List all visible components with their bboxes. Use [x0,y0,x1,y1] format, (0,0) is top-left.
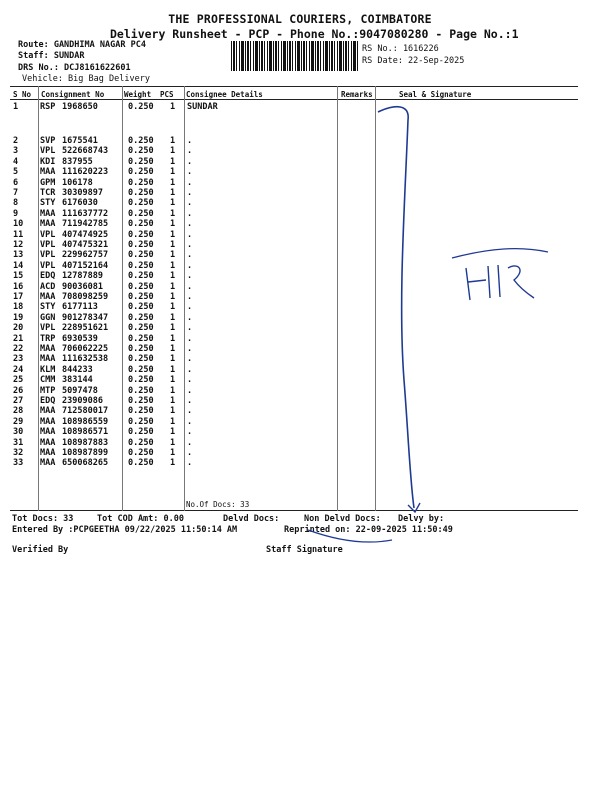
row-consignee: . [187,354,193,365]
row-consignment-prefix: GGN [40,312,56,323]
table-row [10,137,578,146]
row-sno: 27 [13,396,24,406]
row-consignment-number: 706062225 [62,344,109,354]
col-sno: S No [13,90,32,99]
table-row [10,179,578,188]
row-pcs: 1 [170,292,176,302]
row-weight: 0.250 [128,427,154,438]
row-consignee: . [187,385,193,396]
row-sno: 3 [13,146,19,157]
row-weight: 0.250 [128,406,154,417]
row-pcs: 1 [170,219,176,230]
table-row [10,283,578,292]
row-consignment-prefix: MAA [40,354,56,365]
row-weight: 0.250 [128,323,154,334]
row-sno: 17 [13,292,24,302]
non-delivered-docs: Non Delvd Docs: [304,514,381,524]
row-sno: 10 [13,219,24,230]
table-row [10,293,578,302]
row-pcs: 1 [170,375,176,386]
row-weight: 0.250 [128,250,154,261]
table-row [10,241,578,250]
row-consignment-prefix: MAA [40,416,56,427]
row-pcs: 1 [170,271,176,282]
total-docs: Tot Docs: 33 [12,514,74,524]
row-sno: 6 [13,177,19,188]
row-consignment-number: 712580017 [62,406,109,417]
row-consignment-number: 111620223 [62,167,109,178]
staff-signature-label: Staff Signature [266,545,343,555]
row-sno: 19 [13,312,24,323]
table-row [10,376,578,385]
row-consignment-prefix: MAA [40,458,56,469]
row-pcs: 1 [170,427,176,438]
table-row [10,355,578,364]
row-consignment-number: 6177113 [62,302,98,313]
row-weight: 0.250 [128,292,154,302]
row-consignee: . [187,416,193,427]
row-consignment-prefix: MAA [40,292,56,302]
vehicle-label: Vehicle: Big Bag Delivery [22,74,150,84]
row-consignment-prefix: STY [40,198,56,209]
row-consignment-prefix: MAA [40,406,56,417]
table-row [10,199,578,208]
table-row [10,158,578,167]
row-weight: 0.250 [128,364,154,375]
row-sno: 29 [13,416,24,427]
row-consignment-prefix: STY [40,302,56,313]
row-consignment-number: 108987883 [62,437,109,448]
row-pcs: 1 [170,240,176,250]
row-pcs: 1 [170,364,176,375]
row-pcs: 1 [170,437,176,448]
row-consignment-prefix: MAA [40,448,56,458]
row-consignee: . [187,198,193,209]
row-consignee: . [187,292,193,302]
row-consignment-number: 711942785 [62,219,109,230]
row-weight: 0.250 [128,208,154,219]
table-row [10,210,578,219]
row-weight: 0.250 [128,271,154,282]
row-sno: 16 [13,281,24,292]
row-weight: 0.250 [128,396,154,406]
row-consignment-number: 708098259 [62,292,109,302]
row-consignment-prefix: MAA [40,219,56,230]
table-row [10,231,578,240]
row-pcs: 1 [170,416,176,427]
row-pcs: 1 [170,188,176,198]
barcode [231,41,359,71]
row-weight: 0.250 [128,188,154,198]
row-weight: 0.250 [128,198,154,209]
row-weight: 0.250 [128,437,154,448]
row-consignee: . [187,344,193,354]
row-weight: 0.250 [128,302,154,313]
delivered-docs: Delvd Docs: [223,514,280,524]
row-consignment-prefix: SVP [40,136,56,146]
row-weight: 0.250 [128,416,154,427]
table-row [10,387,578,396]
row-consignment-number: 6176030 [62,198,98,209]
row-consignment-number: 407152164 [62,260,109,271]
row-weight: 0.250 [128,344,154,354]
row-consignee: . [187,375,193,386]
row-consignee: . [187,437,193,448]
col-weight: Weight [124,90,152,99]
row-sno: 7 [13,188,19,198]
runsheet-table [10,86,578,511]
row-sno: 24 [13,364,24,375]
table-row [10,251,578,260]
row-sno: 4 [13,156,19,167]
staff-label: Staff: SUNDAR [18,51,85,61]
row-sno: 1 [13,102,19,112]
row-weight: 0.250 [128,281,154,292]
col-remarks: Remarks [341,90,373,99]
row-consignee: SUNDAR [187,102,218,112]
row-consignee: . [187,250,193,261]
verified-by: Verified By [12,545,69,555]
row-consignment-prefix: VPL [40,240,56,250]
row-weight: 0.250 [128,177,154,188]
row-consignment-prefix: VPL [40,229,56,240]
row-consignee: . [187,302,193,313]
row-consignee: . [187,177,193,188]
row-consignee: . [187,136,193,146]
col-seal-signature: Seal & Signature [399,90,472,99]
table-row [10,147,578,156]
row-consignment-prefix: MTP [40,385,56,396]
row-weight: 0.250 [128,458,154,469]
row-sno: 21 [13,333,24,344]
row-consignment-number: 111637772 [62,208,109,219]
row-consignment-prefix: TCR [40,188,56,198]
table-row [10,459,578,468]
row-weight: 0.250 [128,260,154,271]
row-consignment-number: 108986571 [62,427,109,438]
route-label: Route: GANDHIMA NAGAR PC4 [18,40,146,50]
row-sno: 26 [13,385,24,396]
col-consignment: Consignment No [41,90,105,99]
row-pcs: 1 [170,177,176,188]
row-pcs: 1 [170,406,176,417]
table-row [10,449,578,458]
row-weight: 0.250 [128,167,154,178]
row-consignment-number: 1968650 [62,102,98,112]
drs-number: DRS No.: DCJ8161622601 [18,63,131,73]
row-sno: 2 [13,136,19,146]
row-sno: 8 [13,198,19,209]
row-pcs: 1 [170,136,176,146]
row-consignment-prefix: VPL [40,250,56,261]
row-pcs: 1 [170,281,176,292]
row-weight: 0.250 [128,229,154,240]
row-pcs: 1 [170,156,176,167]
table-row [10,220,578,229]
row-consignment-prefix: MAA [40,344,56,354]
table-row [10,103,578,112]
row-sno: 30 [13,427,24,438]
company-name: THE PROFESSIONAL COURIERS, COIMBATORE [168,12,432,26]
row-weight: 0.250 [128,136,154,146]
row-consignee: . [187,281,193,292]
row-sno: 18 [13,302,24,313]
row-pcs: 1 [170,323,176,334]
row-consignee: . [187,167,193,178]
table-row [10,314,578,323]
row-consignment-prefix: VPL [40,260,56,271]
row-pcs: 1 [170,354,176,365]
row-weight: 0.250 [128,375,154,386]
row-sno: 9 [13,208,19,219]
row-consignee: . [187,240,193,250]
table-row [10,324,578,333]
delivery-by: Delvy by: [398,514,445,524]
table-row [10,189,578,198]
row-weight: 0.250 [128,240,154,250]
row-consignee: . [187,146,193,157]
entered-by: Entered By :PCPGEETHA 09/22/2025 11:50:14 AM [12,525,238,535]
row-weight: 0.250 [128,385,154,396]
table-row [10,272,578,281]
row-consignment-prefix: RSP [40,102,56,112]
row-weight: 0.250 [128,312,154,323]
table-row [10,397,578,406]
row-sno: 20 [13,323,24,334]
row-sno: 12 [13,240,24,250]
row-consignment-number: 5097478 [62,385,98,396]
row-consignee: . [187,312,193,323]
row-consignment-prefix: EDQ [40,271,56,282]
row-sno: 15 [13,271,24,282]
row-sno: 28 [13,406,24,417]
row-consignment-number: 111632538 [62,354,109,365]
table-row [10,168,578,177]
row-sno: 14 [13,260,24,271]
row-consignment-prefix: EDQ [40,396,56,406]
row-consignee: . [187,156,193,167]
row-sno: 32 [13,448,24,458]
row-consignee: . [187,219,193,230]
row-consignment-number: 229962757 [62,250,109,261]
row-consignment-prefix: MAA [40,427,56,438]
table-row [10,428,578,437]
table-row [10,418,578,427]
table-row [10,345,578,354]
row-consignment-prefix: CMM [40,375,56,386]
table-row [10,262,578,271]
row-consignment-number: 844233 [62,364,93,375]
row-pcs: 1 [170,198,176,209]
row-consignee: . [187,406,193,417]
table-row [10,407,578,416]
row-pcs: 1 [170,167,176,178]
row-pcs: 1 [170,344,176,354]
row-consignment-number: 1675541 [62,136,98,146]
row-sno: 22 [13,344,24,354]
row-consignment-prefix: TRP [40,333,56,344]
row-sno: 31 [13,437,24,448]
row-consignment-number: 30309897 [62,188,103,198]
row-sno: 33 [13,458,24,469]
row-pcs: 1 [170,229,176,240]
row-consignee: . [187,396,193,406]
row-consignment-number: 383144 [62,375,93,386]
row-consignment-number: 522668743 [62,146,109,157]
row-weight: 0.250 [128,448,154,458]
row-consignment-prefix: VPL [40,323,56,334]
row-consignee: . [187,427,193,438]
row-consignment-prefix: MAA [40,167,56,178]
row-consignment-number: 90036081 [62,281,103,292]
row-consignment-number: 108986559 [62,416,109,427]
row-consignment-prefix: VPL [40,146,56,157]
total-cod-amount: Tot COD Amt: 0.00 [97,514,184,524]
row-weight: 0.250 [128,333,154,344]
col-pcs: PCS [160,90,174,99]
row-weight: 0.250 [128,354,154,365]
row-pcs: 1 [170,333,176,344]
rs-date: RS Date: 22-Sep-2025 [362,56,465,66]
row-consignee: . [187,323,193,334]
row-consignment-prefix: KDI [40,156,56,167]
row-consignee: . [187,229,193,240]
row-pcs: 1 [170,250,176,261]
row-consignment-number: 12787889 [62,271,103,282]
reprinted-on: Reprinted on: 22-09-2025 11:50:49 [284,525,453,535]
table-row [10,303,578,312]
row-pcs: 1 [170,302,176,313]
row-consignment-prefix: GPM [40,177,56,188]
row-pcs: 1 [170,260,176,271]
row-weight: 0.250 [128,156,154,167]
col-consignee: Consignee Details [186,90,263,99]
no-of-docs: No.Of Docs: 33 [186,500,250,509]
row-consignment-number: 650068265 [62,458,109,469]
row-weight: 0.250 [128,219,154,230]
row-pcs: 1 [170,208,176,219]
row-consignment-prefix: MAA [40,208,56,219]
row-sno: 13 [13,250,24,261]
row-consignment-number: 837955 [62,156,93,167]
table-row [10,366,578,375]
table-row [10,439,578,448]
row-consignment-prefix: KLM [40,364,56,375]
row-weight: 0.250 [128,102,154,112]
row-sno: 25 [13,375,24,386]
row-pcs: 1 [170,385,176,396]
row-pcs: 1 [170,396,176,406]
row-consignment-number: 108987899 [62,448,109,458]
row-consignment-number: 407474925 [62,229,109,240]
row-consignment-prefix: MAA [40,437,56,448]
row-consignee: . [187,458,193,469]
row-sno: 5 [13,167,19,178]
row-consignee: . [187,364,193,375]
row-sno: 11 [13,229,24,240]
row-consignee: . [187,260,193,271]
row-consignment-number: 901278347 [62,312,109,323]
row-consignee: . [187,271,193,282]
row-pcs: 1 [170,458,176,469]
row-consignee: . [187,188,193,198]
row-pcs: 1 [170,146,176,157]
row-consignee: . [187,333,193,344]
row-consignment-number: 23909086 [62,396,103,406]
row-consignee: . [187,448,193,458]
row-pcs: 1 [170,448,176,458]
row-consignment-number: 228951621 [62,323,109,334]
row-consignment-prefix: ACD [40,281,56,292]
table-row [10,335,578,344]
row-consignee: . [187,208,193,219]
row-consignment-number: 6930539 [62,333,98,344]
row-sno: 23 [13,354,24,365]
row-weight: 0.250 [128,146,154,157]
rs-number: RS No.: 1616226 [362,44,439,54]
row-consignment-number: 106178 [62,177,93,188]
row-pcs: 1 [170,312,176,323]
row-consignment-number: 407475321 [62,240,109,250]
row-pcs: 1 [170,102,176,112]
runsheet-title: Delivery Runsheet - PCP - Phone No.:9047080280 - Page No.:1 [110,27,519,41]
